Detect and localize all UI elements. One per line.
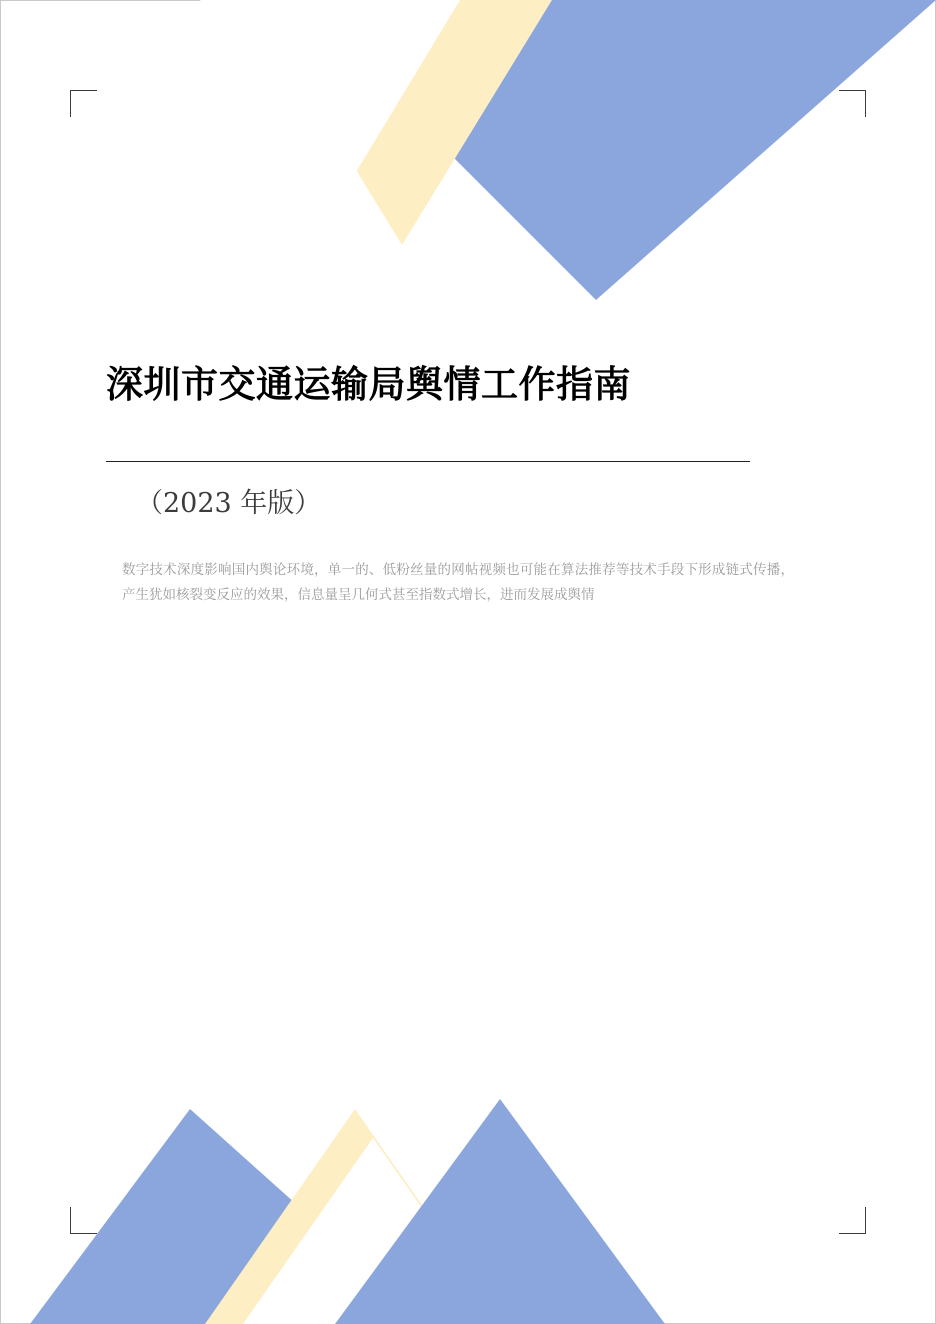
document-abstract: 数字技术深度影响国内舆论环境，单一的、低粉丝量的网帖视频也可能在算法推荐等技术手段下形成链式传播，产生犹如核裂变反应的效果，信息量呈几何式甚至指数式增长，进而发展成舆情 <box>122 562 794 603</box>
title-divider <box>106 461 750 462</box>
document-subtitle: （2023 年版） <box>136 488 322 519</box>
page-title: 深圳市交通运输局舆情工作指南 <box>106 362 631 406</box>
